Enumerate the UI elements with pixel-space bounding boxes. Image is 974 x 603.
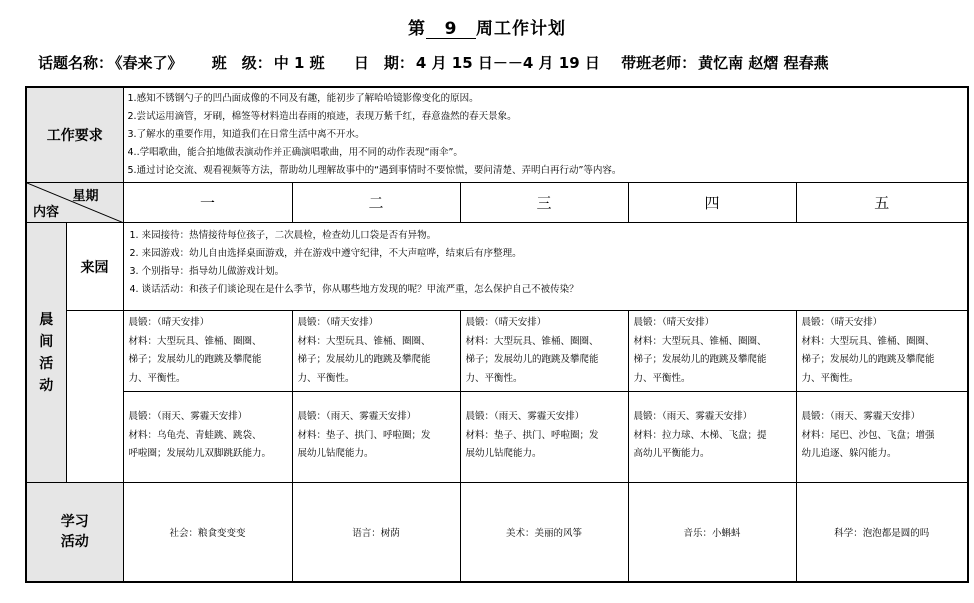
sunny-line: 梯子；发展幼儿的跑跳及攀爬能 <box>297 354 431 365</box>
rainy-exercise-row <box>26 392 968 483</box>
diagonal-header-cell <box>26 183 123 223</box>
rainy-title: 晨锻：（雨天、雾霾天安排） <box>297 411 417 422</box>
weekday-header-row <box>26 183 968 223</box>
requirements-label: 工作要求 <box>26 87 123 183</box>
sunny-line: 梯子；发展幼儿的跑跳及攀爬能 <box>465 354 599 365</box>
sunny-cell-fri <box>796 311 968 392</box>
sunny-exercise-row <box>26 311 968 392</box>
sunny-title: 晨锻：（晴天安排） <box>128 317 210 328</box>
sunny-cell-thu <box>628 311 796 392</box>
rainy-title: 晨锻：（雨天、雾霾天安排） <box>801 411 921 422</box>
sunny-line: 材料：大型玩具、锥桶、圈圈、 <box>128 335 262 347</box>
arrival-item: 4. 谈话活动：和孩子们谈论现在是什么季节，你从哪些地方发现的呢？甲流严重，怎么保护自己不被传染？ <box>129 284 579 295</box>
study-cell-wed: 美术：美丽的风筝 <box>460 483 628 582</box>
sunny-cell-wed <box>460 311 628 392</box>
class-value: 中 1 班 <box>273 54 325 72</box>
plan-info <box>38 52 831 73</box>
content-label: 内容 <box>33 205 60 220</box>
title-prefix: 第 <box>408 19 426 39</box>
rainy-line: 展幼儿钻爬能力。 <box>465 448 542 459</box>
rainy-line: 材料：垫子、拱门、呼啦圈；发 <box>465 429 599 441</box>
rainy-line: 幼儿追逐、躲闪能力。 <box>801 448 897 459</box>
rainy-line: 材料：尾巴、沙包、飞盘；增强 <box>801 429 935 441</box>
date-value: 4 月 15 日－－4 月 19 日 <box>415 54 600 72</box>
class-label: 班 级： <box>211 54 272 72</box>
sunny-line: 材料：大型玩具、锥桶、圈圈、 <box>801 335 935 347</box>
study-cell-fri: 科学：泡泡都是圆的吗 <box>796 483 968 582</box>
requirements-row <box>26 87 968 183</box>
sunny-line: 力、平衡性。 <box>465 372 523 384</box>
day-header-thu: 四 <box>628 183 796 223</box>
sunny-line: 力、平衡性。 <box>633 372 691 384</box>
rainy-line: 高幼儿平衡能力。 <box>633 448 710 459</box>
rainy-cell-mon <box>123 392 292 483</box>
requirement-item: 3.了解水的重要作用，知道我们在日常生活中离不开水。 <box>127 129 365 140</box>
arrival-item: 1. 来园接待：热情接待每位孩子，二次晨检，检查幼儿口袋是否有异物。 <box>129 230 437 241</box>
day-header-mon: 一 <box>123 183 292 223</box>
rainy-title: 晨锻：（雨天、雾霾天安排） <box>633 411 753 422</box>
arrival-list <box>123 223 968 311</box>
sunny-line: 梯子；发展幼儿的跑跳及攀爬能 <box>128 354 262 365</box>
sunny-line: 梯子；发展幼儿的跑跳及攀爬能 <box>633 354 767 365</box>
requirement-item: 4..学唱歌曲，能合拍地做表演动作并正确演唱歌曲，用不同的动作表现“雨伞”。 <box>127 147 463 158</box>
rainy-title: 晨锻：（雨天、雾霾天安排） <box>465 411 585 422</box>
sunny-line: 材料：大型玩具、锥桶、圈圈、 <box>297 335 431 347</box>
sunny-title: 晨锻：（晴天安排） <box>297 317 379 328</box>
sunny-cell-tue <box>292 311 460 392</box>
requirement-item: 5.通过讨论交流、观看视频等方法，帮助幼儿理解故事中的“遇到事情时不要惊慌，要问清楚、弄明白再行动”等内容。 <box>127 165 622 176</box>
sunny-line: 力、平衡性。 <box>128 372 186 384</box>
rainy-line: 展幼儿钻爬能力。 <box>297 448 374 459</box>
topic-label: 话题名称： <box>38 54 114 72</box>
arrival-label: 来园 <box>66 223 123 311</box>
rainy-line: 材料：垫子、拱门、呼啦圈；发 <box>297 429 431 441</box>
weekday-label: 星期 <box>72 189 99 204</box>
sunny-line: 力、平衡性。 <box>297 372 355 384</box>
morning-activity-text: 晨间活动 <box>39 311 54 394</box>
study-row <box>26 483 968 582</box>
page-title <box>0 14 974 39</box>
sunny-line: 力、平衡性。 <box>801 372 859 384</box>
sunny-cell-mon <box>123 311 292 392</box>
topic-value: 《春来了》 <box>115 54 183 72</box>
sunny-title: 晨锻：（晴天安排） <box>465 317 547 328</box>
study-activity-label <box>26 483 123 582</box>
day-header-wed: 三 <box>460 183 628 223</box>
study-cell-mon: 社会：粮食变变变 <box>123 483 292 582</box>
rainy-line: 呼啦圈；发展幼儿双脚跳跃能力。 <box>128 448 272 459</box>
teacher-label: 带班老师： <box>621 54 697 72</box>
rainy-title: 晨锻：（雨天、雾霾天安排） <box>128 411 248 422</box>
arrival-row <box>26 223 968 311</box>
morning-activity-label <box>26 223 66 483</box>
sunny-line: 材料：大型玩具、锥桶、圈圈、 <box>633 335 767 347</box>
sunny-line: 梯子；发展幼儿的跑跳及攀爬能 <box>801 354 935 365</box>
day-header-fri: 五 <box>796 183 968 223</box>
requirement-item: 1.感知不锈钢勺子的凹凸面成像的不同及有趣，能初步了解哈哈镜影像变化的原因。 <box>127 93 479 104</box>
requirements-list <box>123 87 968 183</box>
rainy-line: 材料：乌龟壳、青蛙跳、跳袋、 <box>128 429 262 441</box>
rainy-cell-wed <box>460 392 628 483</box>
week-number: 9 <box>426 20 476 39</box>
teacher-value: 黄忆南 赵熠 程春燕 <box>698 54 829 72</box>
day-header-tue: 二 <box>292 183 460 223</box>
rainy-cell-thu <box>628 392 796 483</box>
study-cell-tue: 语言：树荫 <box>292 483 460 582</box>
sunny-line: 材料：大型玩具、锥桶、圈圈、 <box>465 335 599 347</box>
rainy-cell-fri <box>796 392 968 483</box>
study-activity-text: 学习活动 <box>60 513 89 550</box>
arrival-item: 2. 来园游戏：幼儿自由选择桌面游戏，并在游戏中遵守纪律，不大声喧哗，结束后有序整理。 <box>129 248 522 259</box>
weekly-plan-table <box>25 86 969 583</box>
rainy-line: 材料：拉力球、木梯、飞盘；提 <box>633 429 767 441</box>
date-label: 日 期： <box>353 54 414 72</box>
sunny-title: 晨锻：（晴天安排） <box>801 317 883 328</box>
study-cell-thu: 音乐：小蝌蚪 <box>628 483 796 582</box>
requirement-item: 2.尝试运用滴管，牙刷，棉签等材料造出春雨的痕迹，表现万紫千红，春意盎然的春天景象。 <box>127 111 517 122</box>
rainy-cell-tue <box>292 392 460 483</box>
arrival-item: 3. 个别指导：指导幼儿做游戏计划。 <box>129 266 285 277</box>
title-suffix: 周工作计划 <box>476 19 566 39</box>
exercise-blank-cell <box>66 311 123 483</box>
sunny-title: 晨锻：（晴天安排） <box>633 317 715 328</box>
